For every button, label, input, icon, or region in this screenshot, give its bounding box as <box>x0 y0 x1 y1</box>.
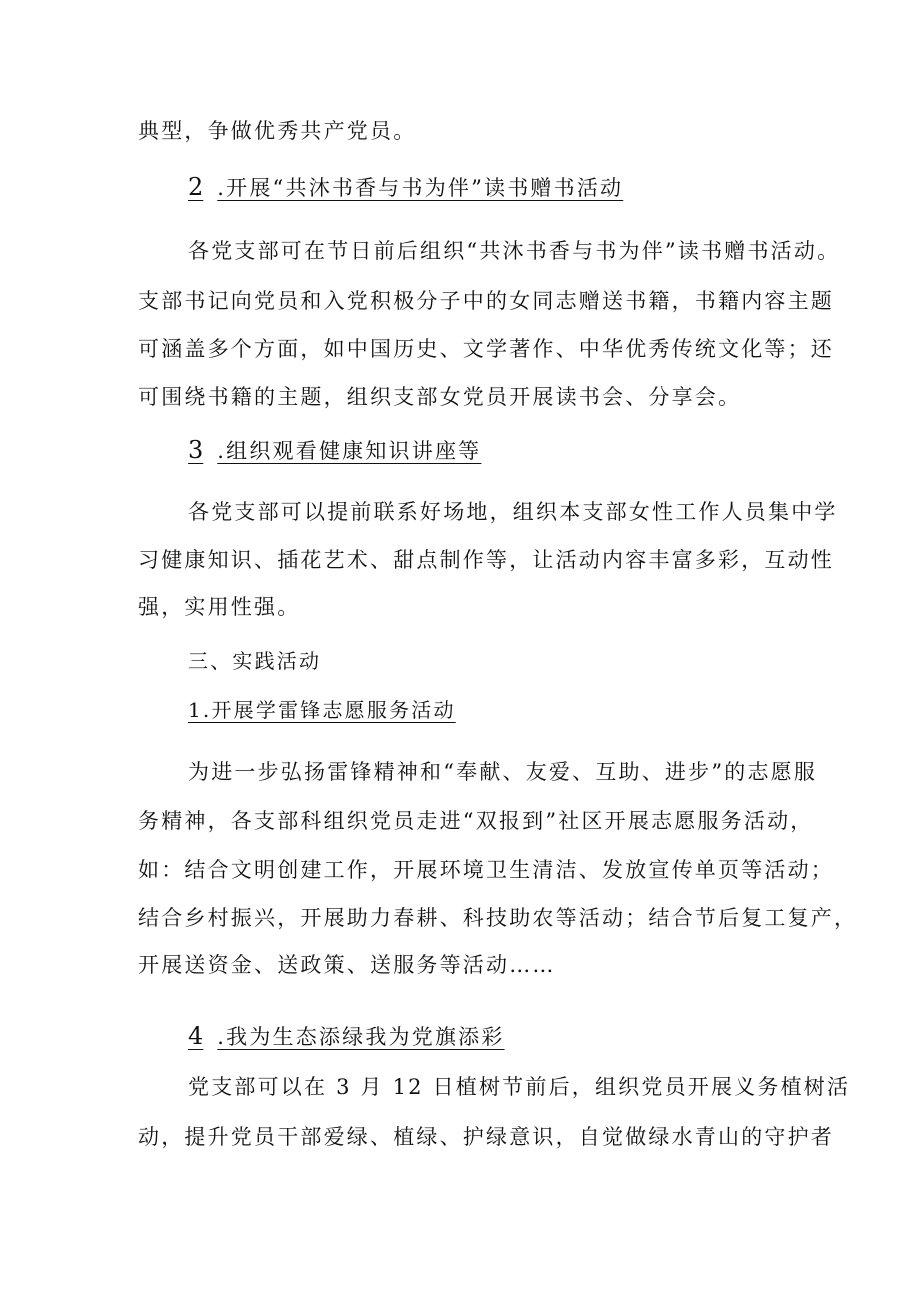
paragraph-line: 可涵盖多个方面，如中国历史、文学著作、中华优秀传统文化等；还 <box>138 337 834 361</box>
paragraph-line: 结合乡村振兴，开展助力春耕、科技助农等活动；结合节后复工复产， <box>138 906 858 930</box>
section-heading-2 <box>188 172 623 203</box>
paragraph-line: 支部书记向党员和入党积极分子中的女同志赠送书籍，书籍内容主题 <box>138 289 834 313</box>
paragraph-line: 动，提升党员干部爱绿、植绿、护绿意识，自觉做绿水青山的守护者 <box>138 1125 834 1149</box>
heading-number: 2 <box>188 173 204 201</box>
heading-text: .开展“共沐书香与书为伴”读书赠书活动 <box>217 176 624 200</box>
paragraph-line: 可围绕书籍的主题，组织支部女党员开展读书会、分享会。 <box>138 385 742 409</box>
section-title: 三、实践活动 <box>188 649 322 673</box>
paragraph-line: 开展送资金、送政策、送服务等活动…… <box>138 953 556 977</box>
subsection-heading-1 <box>188 695 456 725</box>
heading-text: .组织观看健康知识讲座等 <box>217 439 482 463</box>
section-heading-3 <box>188 435 481 466</box>
paragraph-line: 党支部可以在 3 月 12 日植树节前后，组织党员开展义务植树活 <box>188 1075 851 1099</box>
heading-number: 4 <box>188 1022 204 1050</box>
paragraph-line: 为进一步弘扬雷锋精神和“奉献、友爱、互助、进步”的志愿服 <box>188 760 818 784</box>
section-heading-4 <box>188 1021 505 1052</box>
heading-text: .我为生态添绿我为党旗添彩 <box>217 1025 505 1049</box>
paragraph-line: 典型，争做优秀共产党员。 <box>138 119 417 143</box>
paragraph-line: 各党支部可以提前联系好场地，组织本支部女性工作人员集中学 <box>188 500 838 524</box>
paragraph-line: 务精神，各支部科组织党员走进“双报到”社区开展志愿服务活动， <box>138 809 814 833</box>
paragraph-line: 强，实用性强。 <box>138 595 301 619</box>
heading-text: 1.开展学雷锋志愿服务活动 <box>188 698 456 722</box>
paragraph-line: 各党支部可在节日前后组织“共沐书香与书为伴”读书赠书活动。 <box>188 239 841 263</box>
paragraph-line: 习健康知识、插花艺术、甜点制作等，让活动内容丰富多彩，互动性 <box>138 548 834 572</box>
heading-number: 3 <box>188 436 204 464</box>
paragraph-line: 如：结合文明创建工作，开展环境卫生清洁、发放宣传单页等活动； <box>138 858 834 882</box>
